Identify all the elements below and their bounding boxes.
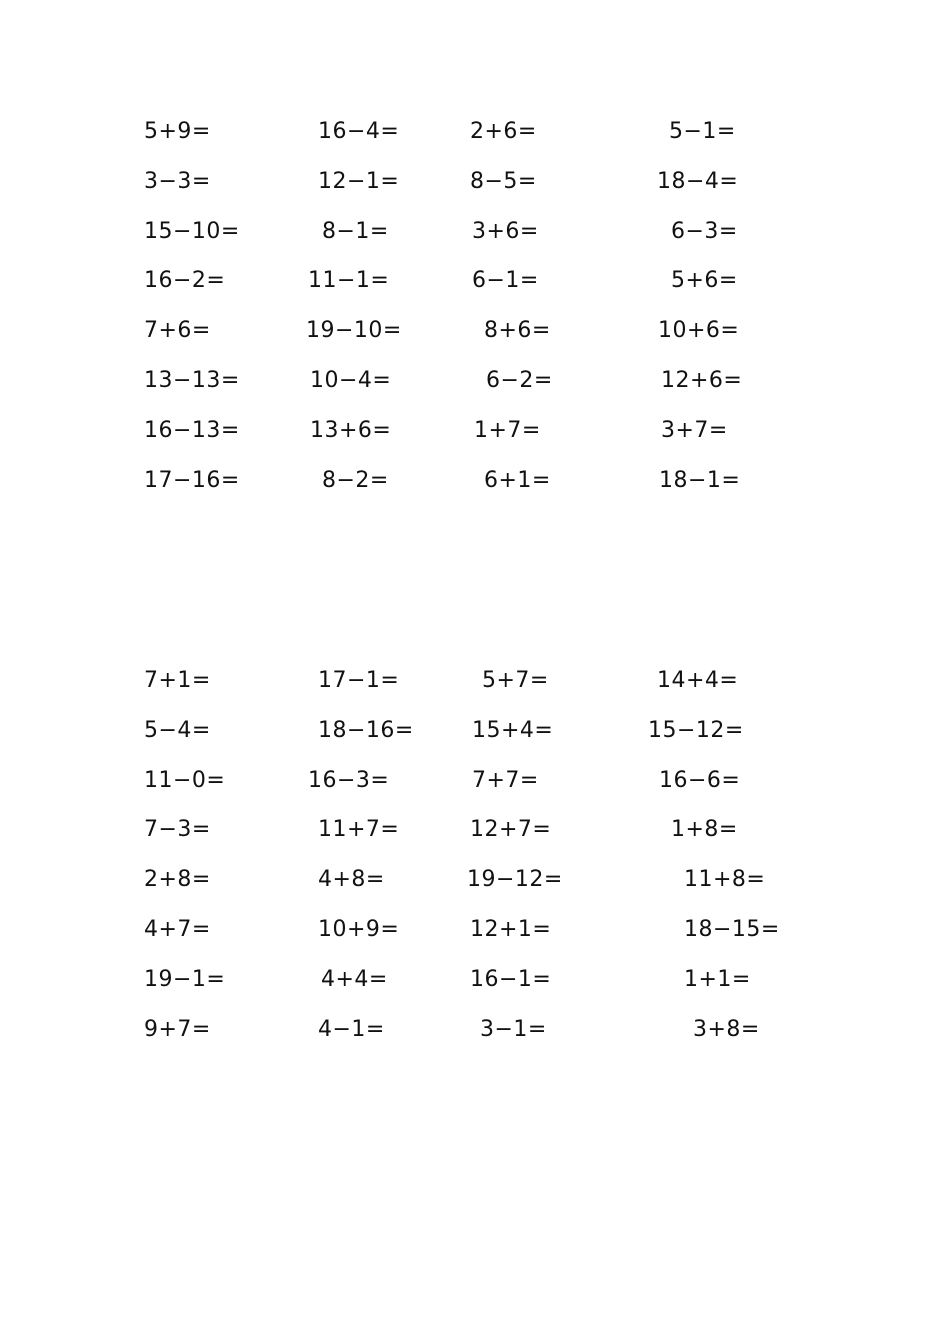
math-problem: 4+4= [321, 966, 388, 992]
math-problem: 12+6= [661, 367, 743, 393]
problem-row [0, 813, 950, 863]
math-problem: 6−3= [671, 218, 738, 244]
math-problem: 18−15= [684, 916, 780, 942]
math-problem: 11−0= [144, 767, 226, 793]
math-problem: 8−5= [470, 168, 537, 194]
problem-row [0, 913, 950, 963]
math-problem: 11+7= [318, 817, 400, 843]
problem-block-1 [0, 115, 950, 513]
math-problem: 19−10= [306, 318, 402, 344]
math-problem: 3−3= [144, 168, 211, 194]
math-problem: 16−3= [308, 767, 390, 793]
math-problem: 7+7= [472, 767, 539, 793]
math-problem: 6−1= [472, 268, 539, 294]
math-problem: 11−1= [308, 268, 390, 294]
problem-row [0, 264, 950, 314]
problem-row [0, 664, 950, 714]
math-problem: 2+6= [470, 119, 537, 144]
math-problem: 6+1= [484, 467, 551, 493]
math-problem: 19−12= [467, 867, 563, 893]
problem-row [0, 165, 950, 215]
math-problem: 3+7= [661, 417, 728, 443]
problem-row [0, 115, 950, 165]
math-problem: 1+7= [474, 417, 541, 443]
math-problem: 17−1= [318, 668, 400, 693]
problem-row [0, 764, 950, 814]
problem-row [0, 863, 950, 913]
math-problem: 2+8= [144, 867, 211, 893]
math-problem: 7+1= [144, 668, 211, 693]
math-problem: 12+7= [470, 817, 552, 843]
problem-row [0, 215, 950, 265]
math-problem: 12−1= [318, 168, 400, 194]
problem-row [0, 714, 950, 764]
math-problem: 3−1= [480, 1016, 547, 1042]
problem-row [0, 314, 950, 364]
math-problem: 17−16= [144, 467, 240, 493]
math-problem: 16−13= [144, 417, 240, 443]
math-problem: 5−4= [144, 717, 211, 743]
math-problem: 13+6= [310, 417, 392, 443]
math-problem: 8+6= [484, 318, 551, 344]
math-problem: 12+1= [470, 916, 552, 942]
math-problem: 8−2= [322, 467, 389, 493]
problem-row [0, 464, 950, 514]
math-problem: 9+7= [144, 1016, 211, 1042]
math-problem: 7+6= [144, 318, 211, 344]
problem-row [0, 1013, 950, 1063]
math-problem: 1+8= [671, 817, 738, 843]
math-problem: 10−4= [310, 367, 392, 393]
problem-block-2 [0, 664, 950, 1062]
math-problem: 7−3= [144, 817, 211, 843]
math-problem: 10+9= [318, 916, 400, 942]
math-problem: 16−4= [318, 119, 400, 144]
math-problem: 5−1= [669, 119, 736, 144]
math-problem: 18−4= [657, 168, 739, 194]
math-problem: 4+8= [318, 867, 385, 893]
math-problem: 13−13= [144, 367, 240, 393]
math-problem: 16−6= [659, 767, 741, 793]
math-problem: 15+4= [472, 717, 554, 743]
math-problem: 4+7= [144, 916, 211, 942]
math-problem: 10+6= [658, 318, 740, 344]
problem-row [0, 364, 950, 414]
math-problem: 19−1= [144, 966, 226, 992]
math-problem: 11+8= [684, 867, 766, 893]
math-problem: 8−1= [322, 218, 389, 244]
math-problem: 6−2= [486, 367, 553, 393]
math-problem: 5+7= [482, 668, 549, 693]
math-problem: 16−1= [470, 966, 552, 992]
problem-row [0, 414, 950, 464]
math-problem: 18−16= [318, 717, 414, 743]
math-problem: 15−12= [648, 717, 744, 743]
math-problem: 15−10= [144, 218, 240, 244]
math-problem: 5+6= [671, 268, 738, 294]
math-problem: 4−1= [318, 1016, 385, 1042]
math-problem: 5+9= [144, 119, 211, 144]
math-problem: 16−2= [144, 268, 226, 294]
math-problem: 3+8= [693, 1016, 760, 1042]
math-problem: 14+4= [657, 668, 739, 693]
math-problem: 18−1= [659, 467, 741, 493]
problem-row [0, 963, 950, 1013]
math-problem: 1+1= [684, 966, 751, 992]
math-problem: 3+6= [472, 218, 539, 244]
